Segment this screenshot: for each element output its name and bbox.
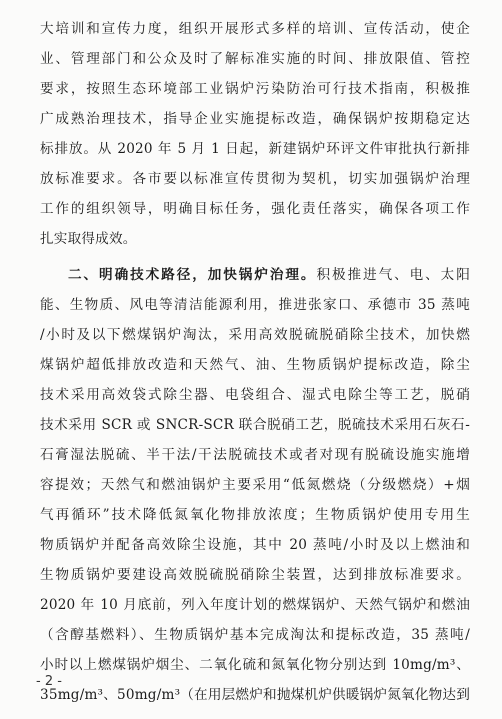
text-line: 物质锅炉并配备高效除尘设施，其中 20 蒸吨/小时及以上燃油和	[40, 537, 470, 553]
text-line: 大培训和宣传力度，组织开展形式多样的培训、宣传活动，使企	[40, 21, 470, 37]
text-line: 2020 年 10 月底前，列入年度计划的燃煤锅炉、天然气锅炉和燃油	[40, 597, 470, 613]
text-line: 技术采用 SCR 或 SNCR-SCR 联合脱硝工艺，脱硫技术采用石灰石-	[40, 417, 470, 433]
text-line: /小时及以下燃煤锅炉淘汰，采用高效脱硫脱硝除尘技术，加快燃	[40, 327, 470, 343]
text-line: 放标准要求。各市要以标准宣传贯彻为契机，切实加强锅炉治理	[40, 171, 470, 187]
section-heading-line	[40, 260, 470, 290]
text-line: 能、生物质、风电等清洁能源利用，推进张家口、承德市 35 蒸吨	[40, 297, 470, 313]
text-line: （含醇基燃料）、生物质锅炉基本完成淘汰和提标改造，35 蒸吨/	[40, 627, 470, 643]
text-line: 35mg/m³、50mg/m³（在用层燃炉和抛煤机炉供暖锅炉氮氧化物达到	[40, 687, 470, 703]
section-heading: 二、明确技术路径，加快锅炉治理。	[68, 267, 317, 283]
text-line: 业、管理部门和公众及时了解标准实施的时间、排放限值、管控	[40, 51, 470, 67]
text-line: 标排放。从 2020 年 5 月 1 日起，新建锅炉环评文件审批执行新排	[40, 141, 470, 157]
text-line: 煤锅炉超低排放改造和天然气、油、生物质锅炉提标改造，除尘	[40, 357, 470, 373]
text-line: 广成熟治理技术，指导企业实施提标改造，确保锅炉按期稳定达	[40, 111, 470, 127]
text-line-rest: 积极推进气、电、太阳	[316, 267, 470, 283]
paragraph-continuation	[40, 14, 470, 254]
text-line: 技术采用高效袋式除尘器、电袋组合、湿式电除尘等工艺，脱硝	[40, 387, 470, 403]
text-line: 气再循环”技术降低氮氧化物排放浓度；生物质锅炉使用专用生	[40, 507, 470, 523]
text-line: 扎实取得成效。	[40, 231, 137, 247]
text-line: 生物质锅炉要建设高效脱硫脱硝除尘装置，达到排放标准要求。	[40, 567, 470, 583]
text-line: 石膏湿法脱硫、半干法/干法脱硫技术或者对现有脱硫设施实施增	[40, 447, 470, 463]
page-number: - 2 -	[36, 674, 62, 689]
text-line: 工作的组织领导，明确目标任务，强化责任落实，确保各项工作	[40, 201, 470, 217]
text-line: 容提效；天然气和燃油锅炉主要采用“低氮燃烧（分级燃烧）+烟	[40, 477, 470, 493]
text-line: 要求，按照生态环境部工业锅炉污染防治可行技术指南，积极推	[40, 81, 470, 97]
text-line: 小时以上燃煤锅炉烟尘、二氧化硫和氮氧化物分别达到 10mg/m³、	[40, 657, 470, 673]
section-two-paragraph	[40, 260, 470, 710]
document-body	[40, 14, 470, 710]
